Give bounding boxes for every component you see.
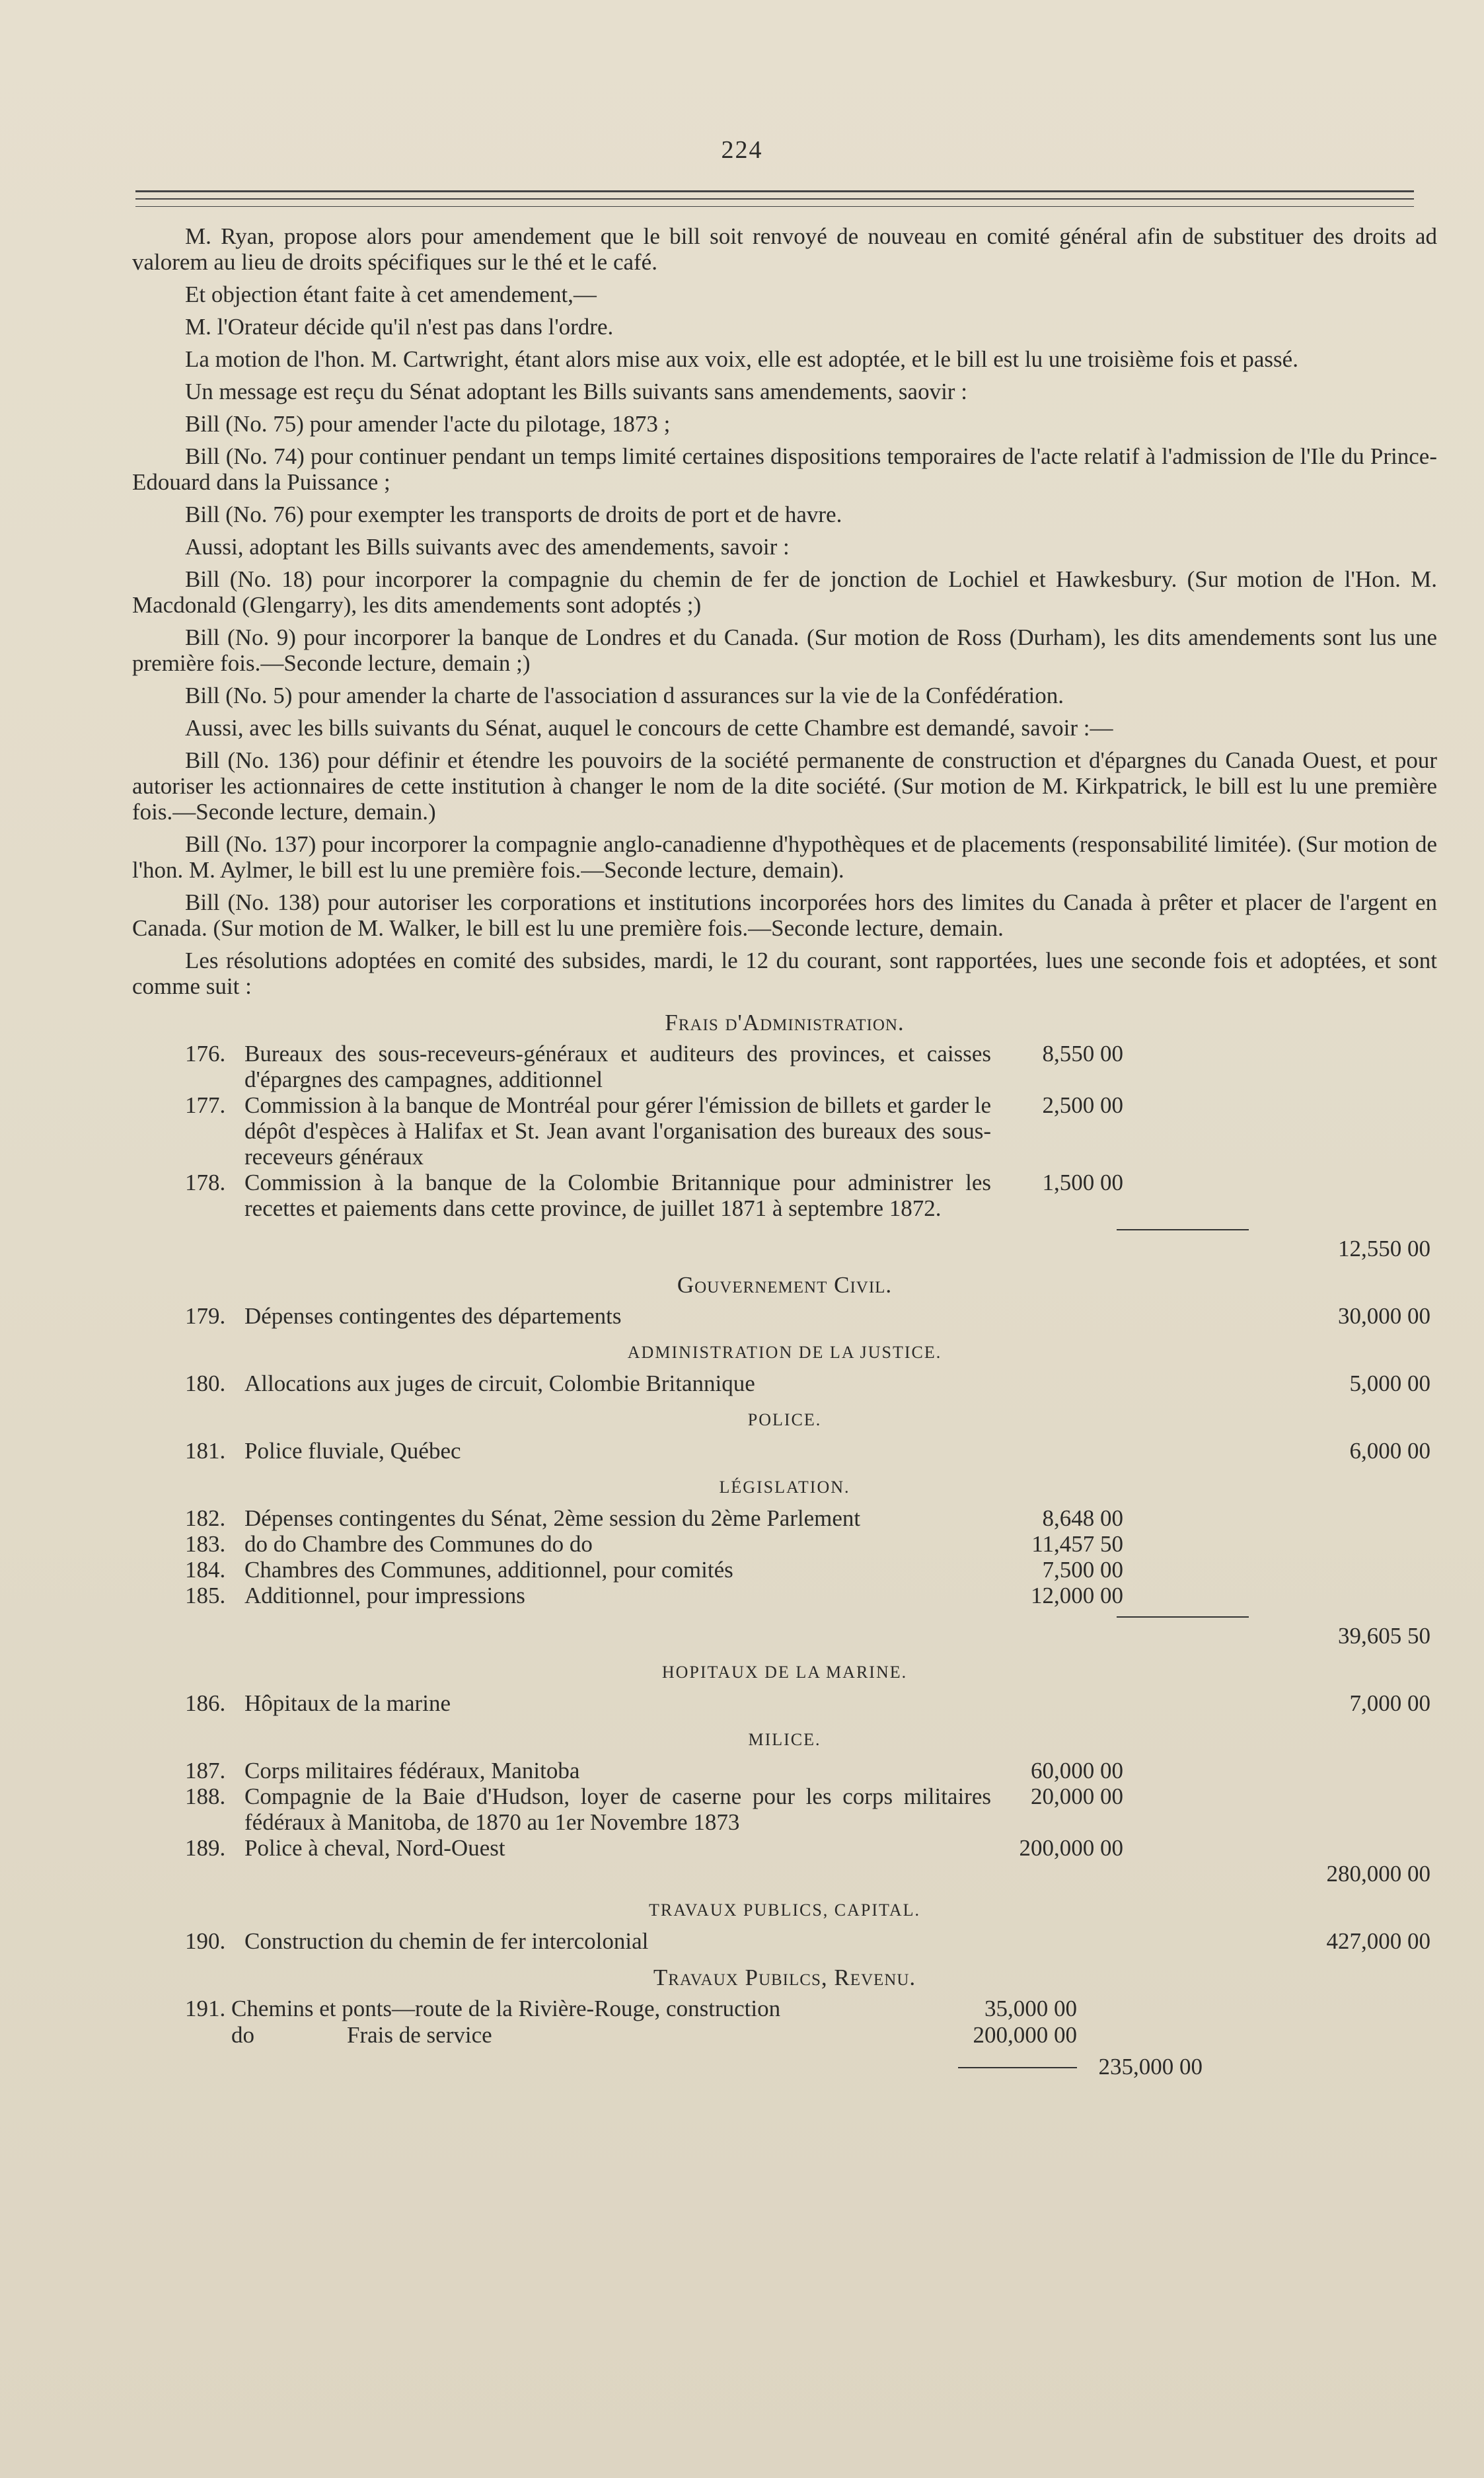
- total-rule: [132, 1614, 1437, 1618]
- total-amount: 39,605 50: [1338, 1623, 1430, 1649]
- page-number: 224: [721, 136, 763, 164]
- section-heading: LÉGISLATION.: [719, 1478, 850, 1497]
- total-amount: 30,000 00: [1338, 1303, 1430, 1329]
- item-number: [132, 2022, 231, 2048]
- item-number: 176.: [185, 1041, 226, 1067]
- item-description: Construction du chemin de fer intercolonial: [244, 1928, 649, 1954]
- budget-row: [132, 1438, 1437, 1464]
- item-description: Police fluviale, Québec: [244, 1438, 461, 1464]
- item-description: Allocations aux juges de circuit, Colombie Britannique: [244, 1370, 755, 1396]
- item-description: do do Chambre des Communes do do: [244, 1531, 593, 1557]
- total-amount: 235,000 00: [1098, 2054, 1203, 2080]
- item-description: do Frais de service: [231, 2022, 492, 2048]
- item-number: 189.: [185, 1835, 226, 1861]
- item-amount: 2,500 00: [1042, 1092, 1123, 1118]
- item-description: Chemins et ponts—route de la Rivière-Rouge, construction: [231, 1996, 781, 2021]
- paragraph: Bill (No. 18) pour incorporer la compagnie du chemin de fer de jonction de Lochiel et Hawkesbury. (Sur motion de l'Hon. M. Macdonald (Glengarry), les dits amendements sont adoptés ;): [132, 566, 1437, 618]
- item-amount: 12,000 00: [1031, 1583, 1123, 1608]
- item-amount: 11,457 50: [1031, 1531, 1123, 1557]
- item-number: 184.: [185, 1557, 226, 1583]
- total-rule: [958, 2067, 1077, 2080]
- total-amount: 6,000 00: [1349, 1438, 1430, 1464]
- item-number: 190.: [185, 1928, 226, 1954]
- budget-row: [132, 1835, 1437, 1861]
- item-number: 191.: [185, 1996, 226, 2021]
- item-amount: 200,000 00: [1019, 1835, 1123, 1861]
- item-description: Police à cheval, Nord-Ouest: [244, 1835, 505, 1861]
- section-total: [132, 1861, 1437, 1887]
- item-number: 186.: [185, 1690, 226, 1716]
- budget-row: [132, 1583, 1437, 1608]
- section-total: [132, 1623, 1437, 1649]
- budget-row: [132, 2022, 1437, 2048]
- total-amount: 427,000 00: [1326, 1928, 1430, 1954]
- item-description: Dépenses contingentes du Sénat, 2ème session du 2ème Parlement: [244, 1505, 861, 1531]
- section-heading: HOPITAUX DE LA MARINE.: [661, 1663, 908, 1682]
- budget-row: [132, 1557, 1437, 1583]
- budget-row: [132, 1170, 1437, 1221]
- item-description: Compagnie de la Baie d'Hudson, loyer de caserne pour les corps militaires fédéraux à Manitoba, de 1870 au 1er Novembre 1873: [244, 1783, 991, 1835]
- item-number: 181.: [185, 1438, 226, 1464]
- section-heading: Gouvernement Civil.: [677, 1272, 893, 1298]
- item-number: 187.: [185, 1758, 226, 1783]
- item-number: 178.: [185, 1170, 226, 1195]
- item-number: 182.: [185, 1505, 226, 1531]
- paragraph: Aussi, adoptant les Bills suivants avec des amendements, savoir :: [185, 534, 790, 560]
- budget-row: [132, 1758, 1437, 1783]
- paragraph: Aussi, avec les bills suivants du Sénat, auquel le concours de cette Chambre est demandé, savoir :—: [185, 715, 1113, 741]
- item-number: 183.: [185, 1531, 226, 1557]
- item-amount: 8,550 00: [1042, 1041, 1123, 1067]
- item-description: Bureaux des sous-receveurs-généraux et auditeurs des provinces, et caisses d'épargnes des campagnes, additionnel: [244, 1041, 991, 1092]
- item-amount: 8,648 00: [1042, 1505, 1123, 1531]
- item-amount: 60,000 00: [1031, 1758, 1123, 1783]
- section-heading: MILICE.: [748, 1730, 821, 1749]
- section-heading: TRAVAUX PUBLICS, CAPITAL.: [648, 1900, 921, 1920]
- item-description: Commission à la banque de la Colombie Britannique pour administrer les recettes et paiements dans cette province, de juillet 1871 à septembre 1872.: [244, 1170, 991, 1221]
- section-heading: ADMINISTRATION DE LA JUSTICE.: [627, 1343, 942, 1362]
- budget-row: [132, 1928, 1437, 1954]
- section-total: [132, 2054, 1437, 2080]
- section-total: [132, 1236, 1437, 1261]
- budget-row: [132, 1996, 1437, 2022]
- item-amount: 35,000 00: [984, 1996, 1077, 2021]
- body-text: [132, 223, 1437, 2080]
- item-amount: 20,000 00: [1031, 1783, 1123, 1809]
- paragraph: Bill (No. 75) pour amender l'acte du pilotage, 1873 ;: [185, 411, 671, 437]
- item-description: Additionnel, pour impressions: [244, 1583, 525, 1608]
- total-rule: [132, 1226, 1437, 1230]
- header-rule: [135, 206, 1414, 207]
- budget-row: [132, 1531, 1437, 1557]
- item-number: 185.: [185, 1583, 226, 1608]
- item-amount: 1,500 00: [1042, 1170, 1123, 1195]
- item-number: 188.: [185, 1783, 226, 1809]
- paragraph: Bill (No. 137) pour incorporer la compagnie anglo-canadienne d'hypothèques et de placements (responsabilité limitée). (Sur motion de l'hon. M. Aylmer, le bill est lu une première fois.—Seconde lecture, demain).: [132, 831, 1437, 883]
- budget-row: [132, 1092, 1437, 1170]
- paragraph: M. Ryan, propose alors pour amendement que le bill soit renvoyé de nouveau en comité général afin de substituer des droits ad valorem au lieu de droits spécifiques sur le thé et le café.: [132, 223, 1437, 275]
- total-amount: 7,000 00: [1349, 1690, 1430, 1716]
- total-amount: 280,000 00: [1326, 1861, 1430, 1887]
- budget-row: [132, 1505, 1437, 1531]
- paragraph: Bill (No. 138) pour autoriser les corporations et institutions incorporées hors des limites du Canada à prêter et placer de l'argent en Canada. (Sur motion de M. Walker, le bill est lu une première fois.—Seconde lecture, demain.: [132, 889, 1437, 941]
- budget-row: [132, 1303, 1437, 1329]
- item-number: 177.: [185, 1092, 226, 1118]
- paragraph: Bill (No. 136) pour définir et étendre les pouvoirs de la société permanente de construction et d'épargnes du Canada Ouest, et pour autoriser les actionnaires de cette institution à changer le nom de la dite société. (Sur motion de M. Kirkpatrick, le bill est lu une première fois.—Seconde lecture, demain.): [132, 747, 1437, 825]
- item-number: 180.: [185, 1370, 226, 1396]
- budget-row: [132, 1690, 1437, 1716]
- paragraph: Et objection étant faite à cet amendement,—: [185, 282, 597, 307]
- paragraph: Bill (No. 74) pour continuer pendant un temps limité certaines dispositions temporaires de l'acte relatif à l'admission de l'Ile du Prince-Edouard dans la Puissance ;: [132, 443, 1437, 495]
- paragraph: Un message est reçu du Sénat adoptant les Bills suivants sans amendements, saovir :: [185, 379, 967, 404]
- item-description: Commission à la banque de Montréal pour gérer l'émission de billets et garder le dépôt d'espèces à Halifax et St. Jean avant l'organisation des bureaux des sous-receveurs généraux: [244, 1092, 991, 1170]
- item-amount: 200,000 00: [973, 2022, 1077, 2048]
- item-number: 179.: [185, 1303, 226, 1329]
- paragraph: Bill (No. 76) pour exempter les transports de droits de port et de havre.: [185, 502, 842, 527]
- header-rule: [135, 198, 1414, 200]
- header-rule: [135, 190, 1414, 192]
- section-heading: Travaux Pubilcs, Revenu.: [653, 1965, 916, 1990]
- item-description: Chambres des Communes, additionnel, pour comités: [244, 1557, 733, 1583]
- item-description: Corps militaires fédéraux, Manitoba: [244, 1758, 580, 1783]
- item-description: Dépenses contingentes des départements: [244, 1303, 622, 1329]
- total-amount: 12,550 00: [1338, 1236, 1430, 1261]
- paragraph: Bill (No. 9) pour incorporer la banque de Londres et du Canada. (Sur motion de Ross (Durham), les dits amendements sont lus une première fois.—Seconde lecture, demain ;): [132, 624, 1437, 676]
- item-description: Hôpitaux de la marine: [244, 1690, 451, 1716]
- budget-row: [132, 1041, 1437, 1092]
- paragraph: Les résolutions adoptées en comité des subsides, mardi, le 12 du courant, sont rapportées, lues une seconde fois et adoptées, et sont comme suit :: [132, 948, 1437, 999]
- budget-row: [132, 1370, 1437, 1396]
- section-heading: Frais d'Administration.: [665, 1010, 905, 1035]
- paragraph: Bill (No. 5) pour amender la charte de l'association d assurances sur la vie de la Confédération.: [185, 683, 1064, 708]
- section-heading: POLICE.: [747, 1410, 822, 1429]
- paragraph: M. l'Orateur décide qu'il n'est pas dans l'ordre.: [185, 314, 614, 340]
- total-amount: 5,000 00: [1349, 1370, 1430, 1396]
- item-amount: 7,500 00: [1042, 1557, 1123, 1583]
- paragraph: La motion de l'hon. M. Cartwright, étant alors mise aux voix, elle est adoptée, et le bill est lu une troisième fois et passé.: [185, 346, 1298, 372]
- budget-row: [132, 1783, 1437, 1835]
